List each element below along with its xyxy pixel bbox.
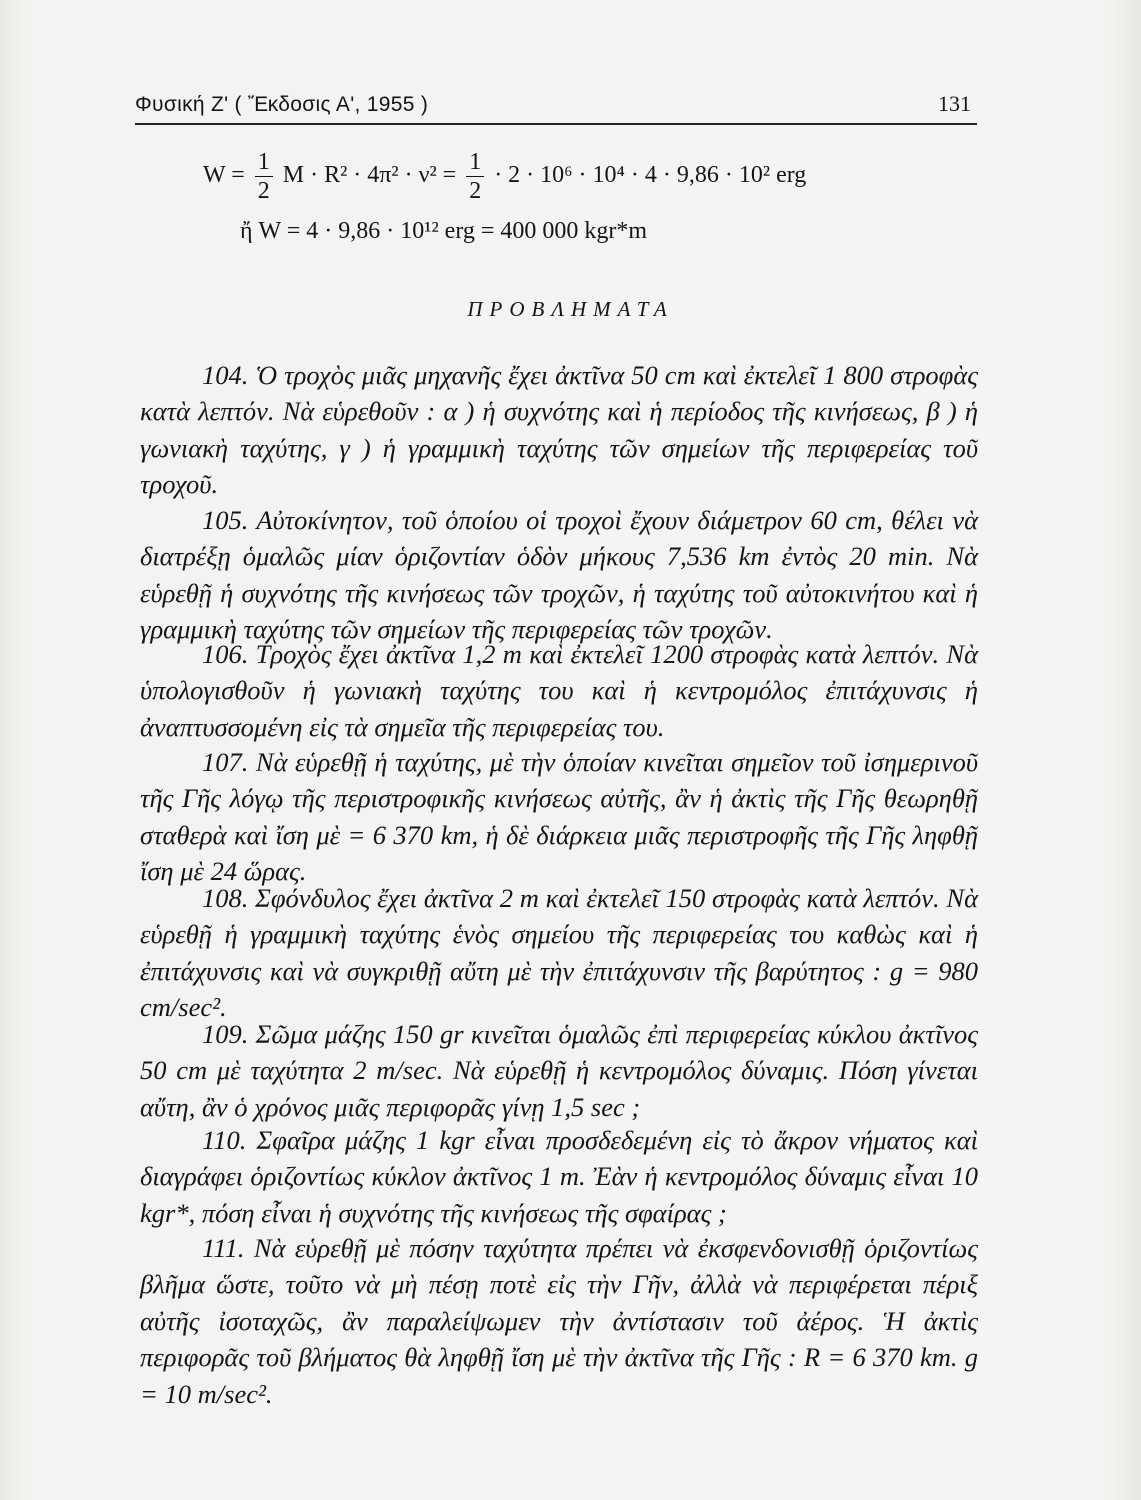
fraction-numerator: 1 (466, 150, 484, 177)
problem-text: Σῶμα μάζης 150 gr κινεῖται ὁμαλῶς ἐπὶ περιφερείας κύκλου ἀκτῖνος 50 cm μὲ ταχύτητα 2 m/sec. Νὰ εὑρεθῇ ἡ κεντρομόλος δύναμις. Πόση γίνεται αὔτη, ἂν ὁ χρόνος μιᾶς περιφορᾶς γίνῃ 1,5 sec ; (140, 1019, 978, 1122)
problem-105 (140, 502, 978, 648)
problem-text: Νὰ εὑρεθῇ ἡ ταχύτης, μὲ τὴν ὁποίαν κινεῖται σημεῖον τοῦ ἰσημερινοῦ τῆς Γῆς λόγῳ τῆς περιστροφικῆς κινήσεως αὐτῆς, ἂν ἡ ἀκτὶς τῆς Γῆς θεωρηθῇ σταθερὰ καὶ ἴση μὲ = 6 370 km, ἡ δὲ διάρκεια μιᾶς περιστροφῆς τῆς Γῆς ληφθῇ ἴση μὲ 24 ὥρας. (140, 747, 978, 887)
section-title: ΠΡΟΒΛΗΜΑΤΑ (467, 297, 674, 321)
problem-108 (140, 880, 978, 1026)
problem-number: 104. (202, 360, 249, 390)
formula-line-2: ἤ W = 4 · 9,86 · 10¹² erg = 400 000 kgr*m (240, 218, 648, 244)
fraction-one-half (255, 150, 273, 203)
problem-text: Τροχὸς ἔχει ἀκτῖνα 1,2 m καὶ ἐκτελεῖ 1200 στροφὰς κατὰ λεπτόν. Νὰ ὑπολογισθοῦν ἡ γωνιακὴ ταχύτης του καὶ ἡ κεντρομόλος ἐπιτάχυνσις ἡ ἀναπτυσσομένη εἰς τὰ σημεῖα τῆς περιφερείας του. (140, 639, 978, 742)
fraction-numerator: 1 (255, 150, 273, 177)
problem-text: Αὐτοκίνητον, τοῦ ὁποίου οἱ τροχοὶ ἔχουν διάμετρον 60 cm, θέλει νὰ διατρέξῃ ὁμαλῶς μίαν ὁριζοντίαν ὁδὸν μήκους 7,536 km ἐντὸς 20 min. Νὰ εὑρεθῇ ἡ συχνότης τῆς κινήσεως τῶν τροχῶν, ἡ ταχύτης τοῦ αὐτοκινήτου καὶ ἡ γραμμικὴ ταχύτης τῶν σημείων τῆς περιφερείας τῶν τροχῶν. (140, 505, 978, 645)
problem-text: Σφόνδυλος ἔχει ἀκτῖνα 2 m καὶ ἐκτελεῖ 150 στροφὰς κατὰ λεπτόν. Νὰ εὑρεθῇ ἡ γραμμικὴ ταχύτης ἑνὸς σημείου τῆς περιφερείας του καθὼς καὶ ἡ ἐπιτάχυνσις καὶ νὰ συγκριθῇ αὔτη μὲ τὴν ἐπιτάχυνσιν τῆς βαρύτητος : g = 980 cm/sec². (140, 883, 978, 1023)
formula-tail: · 2 · 10⁶ · 10⁴ · 4 · 9,86 · 10² erg (494, 162, 807, 189)
problem-text: Νὰ εὑρεθῇ μὲ πόσην ταχύτητα πρέπει νὰ ἐκσφενδονισθῇ ὁριζοντίως βλῆμα ὥστε, τοῦτο νὰ μὴ πέσῃ ποτὲ εἰς τὴν Γῆν, ἀλλὰ νὰ περιφέρεται πέριξ αὐτῆς ἰσοταχῶς, ἂν παραλείψωμεν τὴν ἀντίστασιν τοῦ ἀέρος. Ἡ ἀκτὶς περιφορᾶς τοῦ βλήματος θὰ ληφθῇ ἴση μὲ τὴν ἀκτῖνα τῆς Γῆς : R = 6 370 km. g = 10 m/sec². (140, 1233, 978, 1409)
formula-mid: M · R² · 4π² · ν² = (282, 162, 457, 189)
problem-107 (140, 744, 978, 890)
problem-109 (140, 1016, 978, 1125)
fraction-denominator: 2 (257, 178, 270, 204)
problem-111 (140, 1230, 978, 1412)
header-title: Φυσική Ζ' ( Ἔκδοσις Α', 1955 ) (135, 93, 429, 116)
problem-104 (140, 357, 978, 503)
problem-number: 105. (202, 505, 249, 535)
problem-number: 109. (202, 1019, 249, 1049)
problem-number: 106. (202, 639, 249, 669)
formula-w: W = (203, 162, 245, 189)
formula-line-1 (203, 150, 806, 203)
problem-106 (140, 636, 978, 745)
problem-number: 108. (202, 883, 249, 913)
problem-number: 107. (202, 747, 249, 777)
problem-number: 111. (202, 1233, 245, 1263)
problem-number: 110. (202, 1125, 247, 1155)
fraction-denominator: 2 (469, 178, 482, 204)
problem-text: Σφαῖρα μάζης 1 kgr εἶναι προσδεδεμένη εἰς τὸ ἄκρον νήματος καὶ διαγράφει ὁριζοντίως κύκλον ἀκτῖνος 1 m. Ἐὰν ἡ κεντρομόλος δύναμις εἶναι 10 kgr*, πόση εἶναι ἡ συχνότης τῆς κινήσεως τῆς σφαίρας ; (140, 1125, 979, 1228)
page-number: 131 (938, 91, 971, 116)
running-header (135, 83, 977, 125)
problem-text: Ὁ τροχὸς μιᾶς μηχανῆς ἔχει ἀκτῖνα 50 cm καὶ ἐκτελεῖ 1 800 στροφὰς κατὰ λεπτόν. Νὰ εὑρεθοῦν : α ) ἡ συχνότης καὶ ἡ περίοδος τῆς κινήσεως, β ) ἡ γωνιακὴ ταχύτης, γ ) ἡ γραμμικὴ ταχύτης τῶν σημείων τῆς περιφερείας τοῦ τροχοῦ. (140, 360, 978, 500)
fraction-one-half (466, 150, 484, 203)
problem-110 (140, 1122, 978, 1231)
